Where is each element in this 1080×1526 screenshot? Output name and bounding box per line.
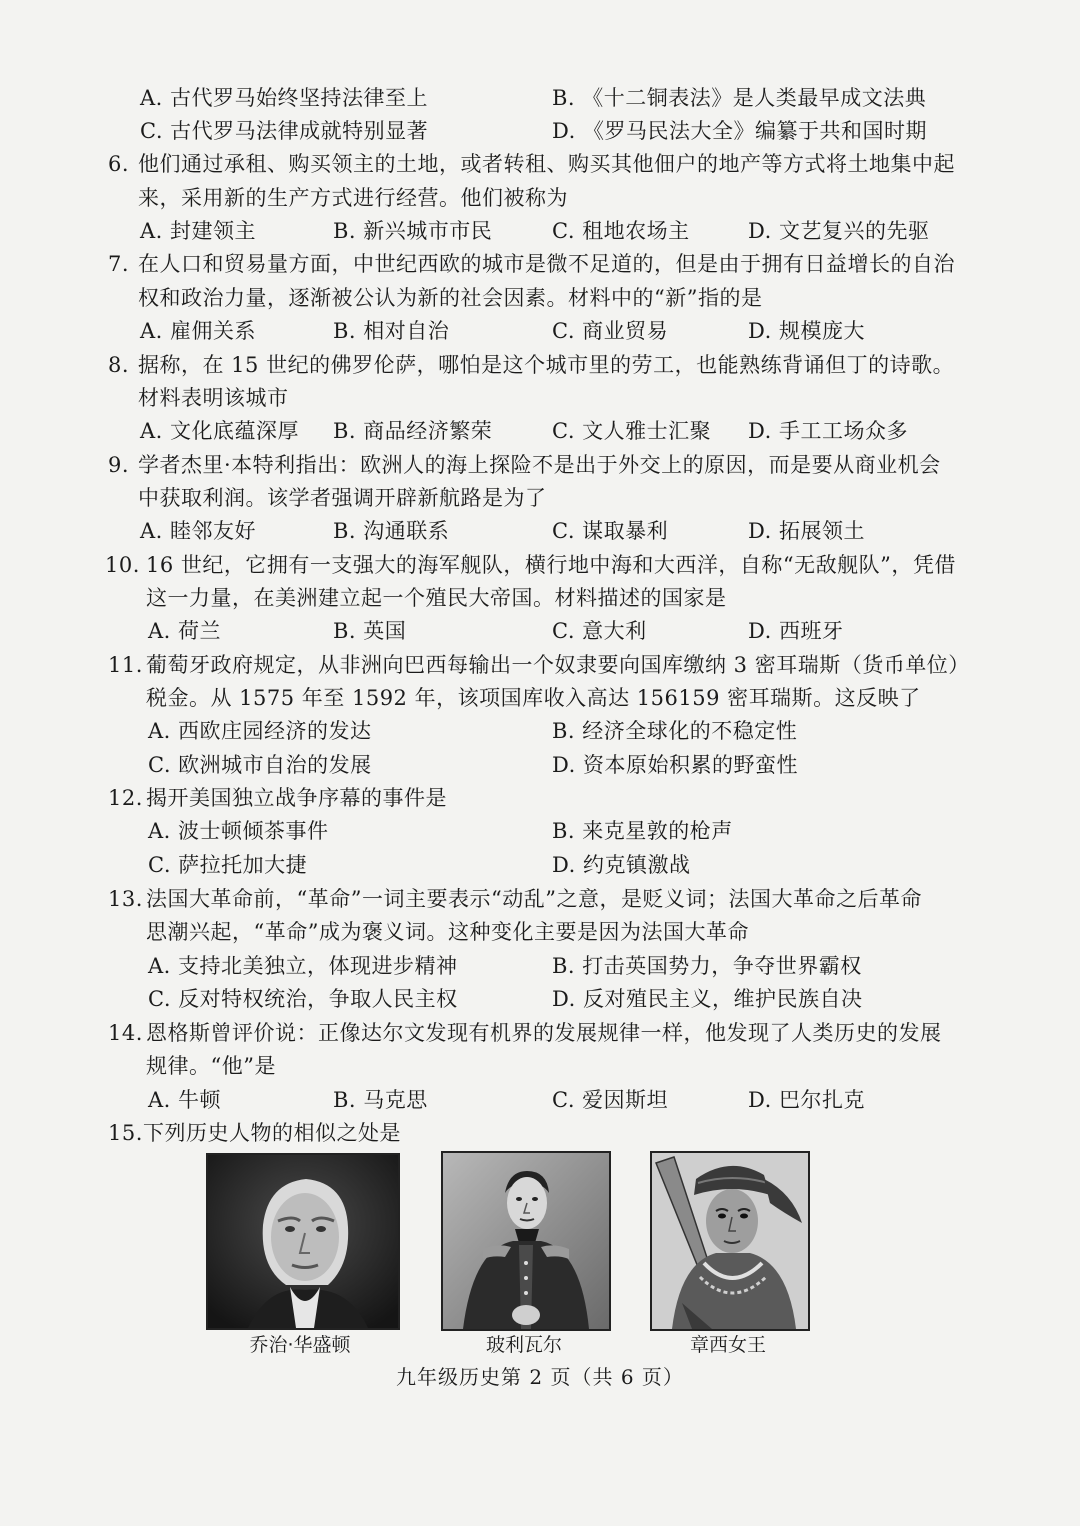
q14-stem-line2: 规律。“他”是 <box>146 1054 276 1078</box>
q14-option-d: D. 巴尔扎克 <box>748 1088 865 1112</box>
q11-option-a: A. 西欧庄园经济的发达 <box>148 719 372 743</box>
q9-option-a: A. 睦邻友好 <box>140 519 257 543</box>
q10-option-c: C. 意大利 <box>552 619 647 643</box>
q14-option-b: B. 马克思 <box>333 1088 428 1112</box>
q5-option-b: B. 《十二铜表法》是人类最早成文法典 <box>552 86 927 110</box>
q6-option-a: A. 封建领主 <box>140 219 257 243</box>
q15-number: 15. <box>108 1121 143 1145</box>
q8-stem-line2: 材料表明该城市 <box>138 386 289 410</box>
q6-stem-line1: 他们通过承租、购买领主的土地，或者转租、购买其他佃户的地产等方式将土地集中起 <box>138 152 955 176</box>
q14-number: 14. <box>108 1021 143 1045</box>
portrait-bolivar <box>441 1151 611 1331</box>
q6-option-b: B. 新兴城市市民 <box>333 219 493 243</box>
portrait-rani-of-jhansi <box>650 1151 810 1331</box>
q8-option-d: D. 手工工场众多 <box>748 419 908 443</box>
q7-option-b: B. 相对自治 <box>333 319 450 343</box>
q9-option-b: B. 沟通联系 <box>333 519 450 543</box>
q13-stem-line2: 思潮兴起，“革命”成为褒义词。这种变化主要是因为法国大革命 <box>146 920 749 944</box>
q14-option-c: C. 爱因斯坦 <box>552 1088 669 1112</box>
caption-rani-of-jhansi: 章西女王 <box>689 1334 766 1356</box>
q11-option-c: C. 欧洲城市自治的发展 <box>148 753 372 777</box>
q9-stem-line2: 中获取利润。该学者强调开辟新航路是为了 <box>138 486 547 510</box>
q6-option-d: D. 文艺复兴的先驱 <box>748 219 930 243</box>
q7-option-c: C. 商业贸易 <box>552 319 669 343</box>
q6-option-c: C. 租地农场主 <box>552 219 690 243</box>
q7-stem-line2: 权和政治力量，逐渐被公认为新的社会因素。材料中的“新”指的是 <box>138 286 763 310</box>
caption-washington: 乔治·华盛顿 <box>249 1334 351 1356</box>
q11-number: 11. <box>108 653 143 677</box>
q10-option-d: D. 西班牙 <box>748 619 844 643</box>
q9-number: 9. <box>108 453 130 477</box>
q9-option-d: D. 拓展领土 <box>748 519 865 543</box>
q5-option-c: C. 古代罗马法律成就特别显著 <box>140 119 429 143</box>
q13-option-a: A. 支持北美独立，体现进步精神 <box>148 954 458 978</box>
q7-number: 7. <box>108 252 130 276</box>
q10-option-b: B. 英国 <box>333 619 407 643</box>
q12-option-c: C. 萨拉托加大捷 <box>148 853 308 877</box>
q12-option-a: A. 波士顿倾茶事件 <box>148 819 329 843</box>
q13-option-c: C. 反对特权统治，争取人民主权 <box>148 987 458 1011</box>
q14-option-a: A. 牛顿 <box>148 1088 222 1112</box>
q11-option-d: D. 资本原始积累的野蛮性 <box>552 753 798 777</box>
q7-stem-line1: 在人口和贸易量方面，中世纪西欧的城市是微不足道的，但是由于拥有日益增长的自治 <box>138 252 955 276</box>
q9-stem-line1: 学者杰里·本特利指出：欧洲人的海上探险不是出于外交上的原因，而是要从商业机会 <box>138 453 941 477</box>
q8-number: 8. <box>108 353 130 377</box>
q8-option-a: A. 文化底蕴深厚 <box>140 419 300 443</box>
q11-option-b: B. 经济全球化的不稳定性 <box>552 719 798 743</box>
q12-option-d: D. 约克镇激战 <box>552 853 691 877</box>
portrait-washington <box>206 1153 400 1330</box>
q8-option-b: B. 商品经济繁荣 <box>333 419 493 443</box>
q15-stem: 下列历史人物的相似之处是 <box>143 1121 401 1145</box>
q13-number: 13. <box>108 887 143 911</box>
q8-stem-line1: 据称，在 15 世纪的佛罗伦萨，哪怕是这个城市里的劳工，也能熟练背诵但丁的诗歌。 <box>138 353 955 377</box>
q11-stem-line2: 税金。从 1575 年至 1592 年，该项国库收入高达 156159 密耳瑞斯。这反映了 <box>146 686 921 710</box>
q7-option-a: A. 雇佣关系 <box>140 319 257 343</box>
q12-stem-line1: 揭开美国独立战争序幕的事件是 <box>146 786 447 810</box>
q10-option-a: A. 荷兰 <box>148 619 222 643</box>
q8-option-c: C. 文人雅士汇聚 <box>552 419 712 443</box>
page-footer: 九年级历史第 2 页（共 6 页） <box>396 1365 684 1389</box>
q11-stem-line1: 葡萄牙政府规定，从非洲向巴西每输出一个奴隶要向国库缴纳 3 密耳瑞斯（货币单位） <box>146 653 970 677</box>
q10-stem-line1: 16 世纪，它拥有一支强大的海军舰队，横行地中海和大西洋，自称“无敌舰队”，凭借 <box>146 553 956 577</box>
q12-number: 12. <box>108 786 143 810</box>
q9-option-c: C. 谋取暴利 <box>552 519 669 543</box>
q10-stem-line2: 这一力量，在美洲建立起一个殖民大帝国。材料描述的国家是 <box>146 586 727 610</box>
q10-number: 10. <box>105 553 140 577</box>
q13-stem-line1: 法国大革命前，“革命”一词主要表示“动乱”之意，是贬义词；法国大革命之后革命 <box>146 887 922 911</box>
q5-option-a: A. 古代罗马始终坚持法律至上 <box>140 86 429 110</box>
q14-stem-line1: 恩格斯曾评价说：正像达尔文发现有机界的发展规律一样，他发现了人类历史的发展 <box>146 1021 942 1045</box>
q5-option-d: D. 《罗马民法大全》编纂于共和国时期 <box>552 119 927 143</box>
q12-option-b: B. 来克星敦的枪声 <box>552 819 733 843</box>
q13-option-b: B. 打击英国势力，争夺世界霸权 <box>552 954 862 978</box>
q6-number: 6. <box>108 152 130 176</box>
q7-option-d: D. 规模庞大 <box>748 319 865 343</box>
q13-option-d: D. 反对殖民主义，维护民族自决 <box>552 987 863 1011</box>
q6-stem-line2: 来，采用新的生产方式进行经营。他们被称为 <box>138 186 568 210</box>
caption-bolivar: 玻利瓦尔 <box>485 1334 562 1356</box>
